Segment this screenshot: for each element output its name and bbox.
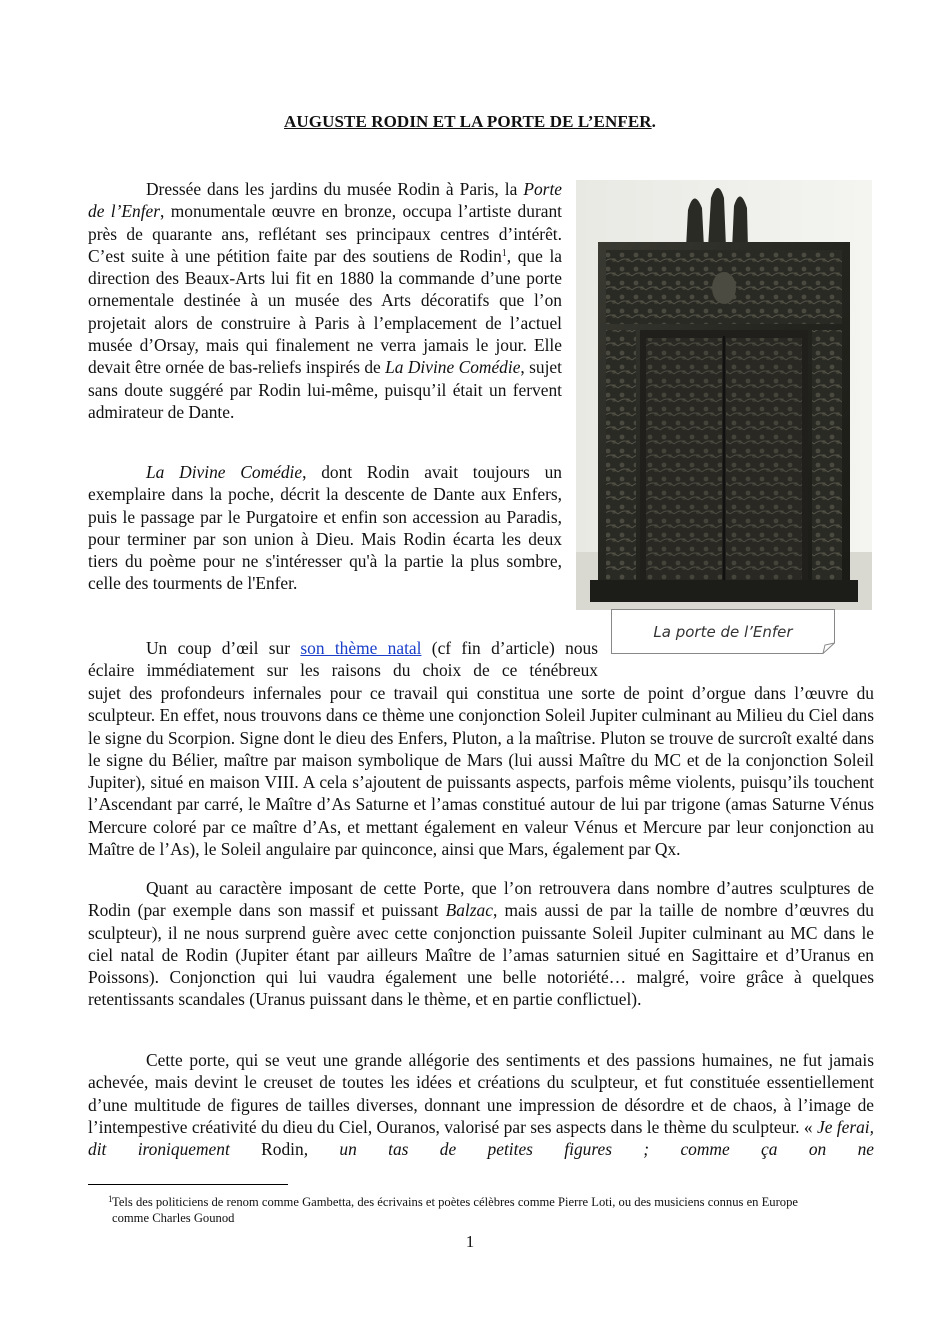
paragraph-4	[88, 877, 874, 1011]
gates-of-hell-photo	[576, 180, 872, 610]
p1-italic-title: Porte de l’Enfer	[88, 179, 562, 222]
paragraph-3-start	[88, 637, 598, 682]
photo-caption-box	[611, 609, 835, 654]
p3-text-start: Un coup d’œil sur	[146, 638, 301, 658]
p5-text-1: Cette porte, qui se veut une grande allégorie des sentiments et des passions humaines, ne fut jamais achevée, mais devint le creuset de toutes les idées et créations du sculpteur, et fut constituée essentiellement d’une multitude de figures de tailles diverses, donnant une impression de désordre et de chaos, à l’image de l’intempestive créativité du dieu du Ciel, Ouranos, valorisé par ses aspects dans le thème du sculpteur. «	[88, 1050, 874, 1137]
title-text: AUGUSTE RODIN ET LA PORTE DE L’ENFER	[284, 112, 652, 131]
p2-italic-work: La Divine Comédie	[146, 462, 303, 482]
page-title	[0, 112, 940, 132]
p4-italic-balzac: Balzac	[445, 900, 493, 921]
paragraph-5	[88, 1049, 874, 1160]
paragraph-1	[88, 178, 562, 423]
footnote-separator	[88, 1184, 288, 1185]
p3-text-after-link: (cf fin d’article) nous	[421, 638, 598, 658]
natal-chart-link[interactable]: son thème natal	[300, 638, 422, 658]
p1-text-1: Dressée dans les jardins du musée Rodin à Paris, la	[146, 179, 518, 199]
title-period: .	[651, 112, 656, 131]
p5-italic-2: , un tas de petites figures ; comme ça on ne	[303, 1139, 874, 1160]
p5-italic-1: Je ferai, dit ironiquement	[88, 1116, 874, 1160]
p5-name: Rodin	[261, 1139, 304, 1160]
p4-text-2: , mais aussi de par la taille de nombre d’œuvres du sculpteur), il ne nous surprend guère avec cette conjonction puissante Soleil Jupiter culminant au MC dans le ciel natal de Rodin (Jupiter étant par ailleurs Maître de l’amas saturnien situé en Sagittaire et d’Uranus en Poissons). Conjonction qui lui vaudra également une belle notoriété… malgré, voire grâce à quelques retentissants scandales (Uranus puissant dans le thème, et en partie conflictuel).	[88, 900, 874, 1010]
footnote-text: Tels des politiciens de renom comme Gambetta, des écrivains et poètes célèbres comme Pierre Loti, ou des musiciens connus en Europe comme Charles Gounod	[112, 1195, 798, 1225]
paragraph-3-body	[88, 682, 874, 860]
photo-caption: La porte de l’Enfer	[653, 622, 793, 641]
p1-text-3: , que la direction des Beaux-Arts lui fit en 1880 la commande d’une porte ornementale destinée à un musée des Arts décoratifs que l’on projetait alors de construire à Paris à l’emplacement de l’actuel musée d’Orsay, mais qui finalement ne verra jamais le jour. Elle devait être ornée de bas-reliefs inspirés de	[88, 245, 562, 378]
p3-text-rest: sujet des profondeurs infernales pour ce travail qui constitua une sorte de point d’orgue dans l’œuvre du sculpteur. En effet, nous trouvons dans ce thème une conjonction Soleil Jupiter culminant au Milieu du Ciel dans le signe du Scorpion. Signe dont le dieu des Enfers, Pluton, a la maîtrise. Pluton se trouve de surcroît exalté dans le signe du Bélier, maître par maison symbolique de Mars (lui aussi Maître du MC et de la conjonction Soleil Jupiter), situé en maison VIII. A cela s’ajoutent de puissants aspects, parfois même violents, puisqu’ils touchent l’Ascendant par carré, le Maître d’As Saturne et l’amas constitué autour de lui par trigone (amas Saturne Vénus Mercure coloré par ce maître d’As, et mettant également en valeur Vénus et Mercure par leur conjonction au Maître de l’As), le Soleil angulaire par quinconce, ainsi que Mars, également par Qx.	[88, 683, 874, 860]
page-number: 1	[465, 1232, 475, 1251]
p1-italic-work: La Divine Comédie	[385, 357, 521, 378]
footnote-mark: 1	[108, 1194, 113, 1204]
p1-text-2: , monumentale œuvre en bronze, occupa l’artiste durant près de quarante ans, reflétant ses principaux centres d’intérêt. C’est suite à une pétition faite par des soutiens de Rodin	[88, 201, 562, 266]
footnote	[108, 1194, 812, 1226]
p2-text: , dont Rodin avait toujours un exemplaire dans la poche, décrit la descente de Dante aux Enfers, puis le passage par le Purgatoire et enfin son accession au Paradis, pour terminer par son union à Dieu. Mais Rodin écarta les deux tiers du poème pour ne s'intéresser qu'à la partie la plus sombre, celle des tourments de l'Enfer.	[88, 462, 562, 594]
paragraph-2	[88, 461, 562, 595]
p3-line-2: éclaire immédiatement sur les raisons du choix de ce ténébreux	[88, 660, 598, 681]
p1-text-4: , sujet sans doute suggéré par Rodin lui-même, puisqu’il était un fervent admirateur de Dante.	[88, 357, 562, 422]
footnote-reference[interactable]: 1	[501, 247, 507, 259]
p4-text-1: Quant au caractère imposant de cette Porte, que l’on retrouvera dans nombre d’autres sculptures de Rodin (par exemple dans son massif et puissant	[88, 878, 874, 921]
